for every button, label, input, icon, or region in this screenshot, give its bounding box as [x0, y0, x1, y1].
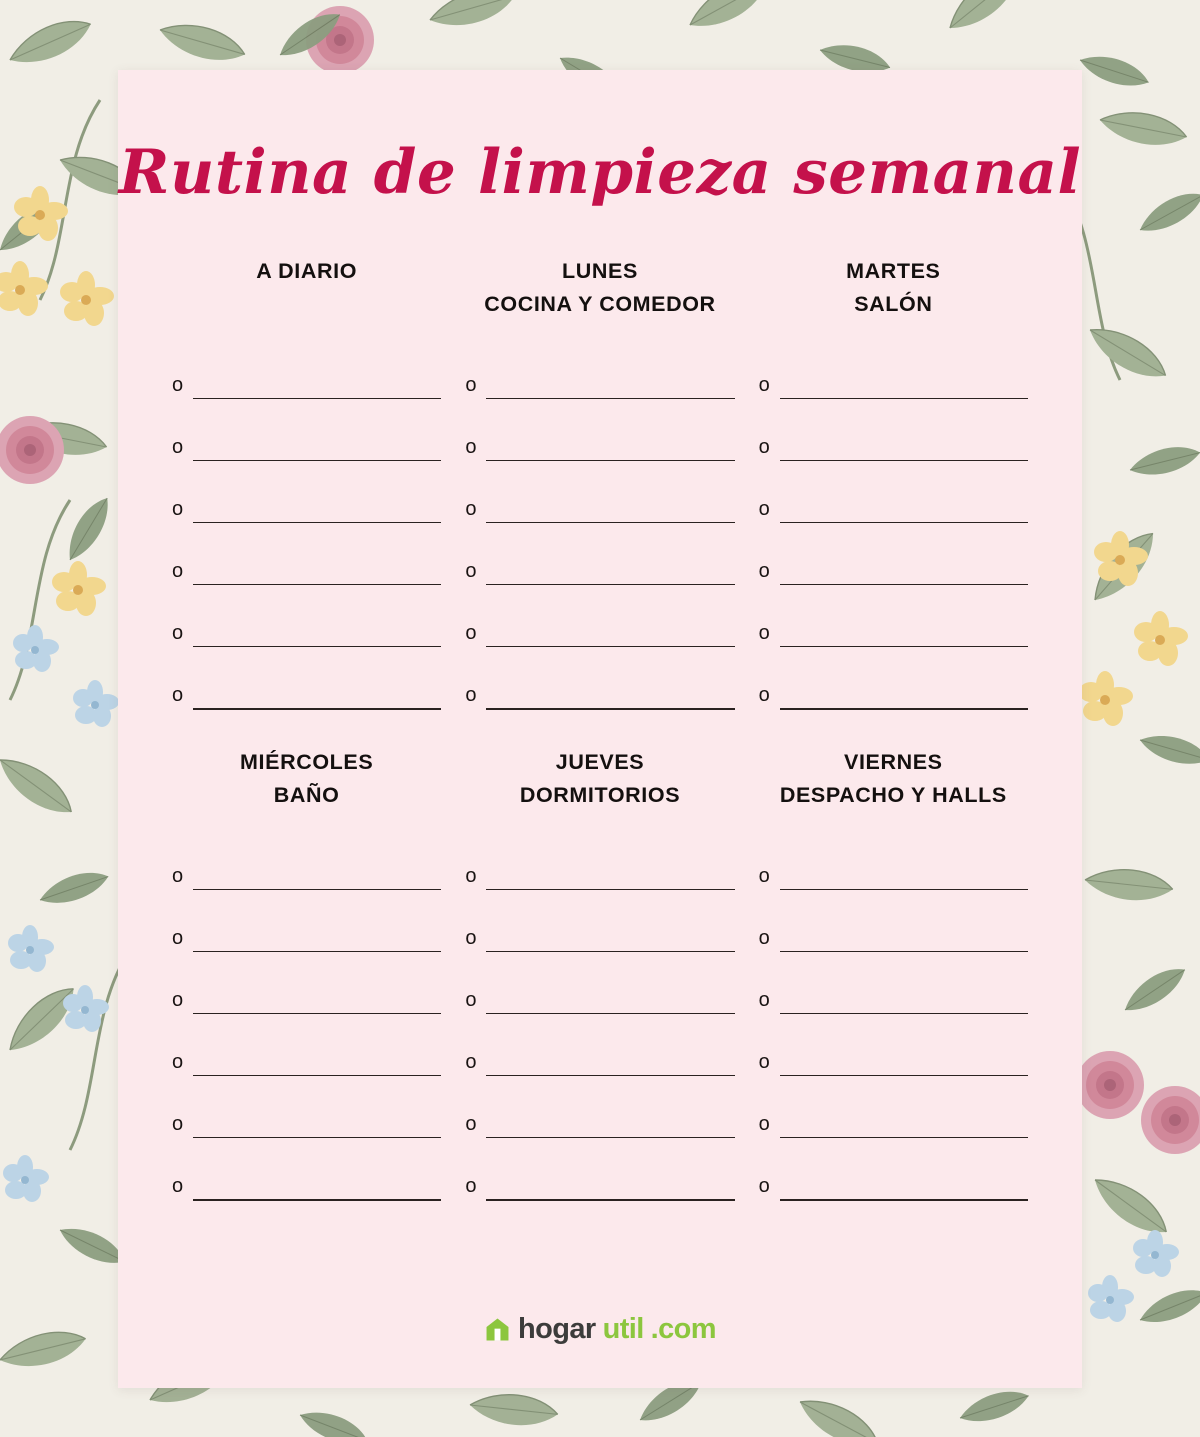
bullet-icon: o: [172, 436, 184, 458]
write-in-rule[interactable]: [486, 1199, 734, 1200]
write-in-lines: [759, 828, 1028, 1201]
checklist-grid-bottom: [118, 746, 1082, 1201]
bullet-icon: o: [758, 1051, 770, 1073]
checklist-column-viernes: [747, 746, 1040, 1201]
write-in-row[interactable]: [172, 890, 441, 952]
write-in-rule[interactable]: [486, 398, 734, 399]
write-in-rule[interactable]: [193, 1199, 441, 1200]
write-in-lines: [465, 828, 734, 1201]
bullet-icon: o: [172, 989, 184, 1011]
write-in-rule[interactable]: [486, 1137, 734, 1138]
write-in-rule[interactable]: [780, 1200, 1028, 1201]
write-in-rule[interactable]: [193, 709, 441, 710]
write-in-rule[interactable]: [486, 1075, 734, 1076]
checklist-grid-top: [118, 255, 1082, 710]
house-icon: [484, 1316, 511, 1343]
bullet-icon: o: [172, 1051, 184, 1073]
bullet-icon: o: [758, 1113, 770, 1135]
column-heading: [465, 255, 734, 323]
bullet-icon: o: [465, 560, 477, 582]
checklist-column-martes: [747, 255, 1040, 710]
write-in-row[interactable]: [465, 399, 734, 461]
write-in-lines: [172, 337, 441, 710]
bullet-icon: o: [465, 1175, 477, 1197]
column-heading-line2: DORMITORIOS: [519, 783, 681, 808]
write-in-rule[interactable]: [193, 708, 441, 709]
logo-text-util: util: [602, 1313, 644, 1345]
write-in-rule[interactable]: [780, 460, 1028, 461]
write-in-row[interactable]: [465, 585, 734, 647]
write-in-row[interactable]: [172, 337, 441, 399]
write-in-row[interactable]: [172, 1138, 441, 1200]
write-in-row[interactable]: [759, 828, 1028, 890]
write-in-row[interactable]: [172, 399, 441, 461]
bullet-icon: o: [465, 927, 477, 949]
write-in-row[interactable]: [172, 1014, 441, 1076]
write-in-rule[interactable]: [780, 709, 1028, 710]
column-heading: [172, 255, 441, 323]
bullet-icon: o: [758, 622, 770, 644]
write-in-rule[interactable]: [486, 889, 734, 890]
write-in-row[interactable]: [465, 1014, 734, 1076]
checklist-column-lunes: [453, 255, 746, 710]
bullet-icon: o: [758, 374, 770, 396]
bullet-icon: o: [465, 374, 477, 396]
write-in-row[interactable]: [465, 647, 734, 709]
bullet-icon: o: [758, 989, 770, 1011]
write-in-row[interactable]: [759, 399, 1028, 461]
write-in-rule[interactable]: [193, 1013, 441, 1014]
printable-sheet: [118, 70, 1082, 1388]
write-in-row[interactable]: [172, 461, 441, 523]
bullet-icon: o: [465, 1113, 477, 1135]
write-in-row[interactable]: [465, 952, 734, 1014]
write-in-lines: [759, 337, 1028, 710]
bullet-icon: o: [172, 1113, 184, 1135]
write-in-rule[interactable]: [193, 522, 441, 523]
write-in-row[interactable]: [759, 890, 1028, 952]
write-in-row[interactable]: [465, 461, 734, 523]
checklist-column-jueves: [453, 746, 746, 1201]
write-in-rule[interactable]: [193, 1200, 441, 1201]
write-in-row[interactable]: [465, 337, 734, 399]
bullet-icon: o: [465, 684, 477, 706]
bullet-icon: o: [172, 560, 184, 582]
write-in-row[interactable]: [759, 647, 1028, 709]
write-in-row[interactable]: [465, 890, 734, 952]
write-in-row[interactable]: [759, 461, 1028, 523]
write-in-row[interactable]: [759, 1014, 1028, 1076]
bullet-icon: o: [172, 865, 184, 887]
checklist-column-miercoles: [160, 746, 453, 1201]
write-in-rule[interactable]: [193, 460, 441, 461]
column-heading-line1: LUNES: [562, 259, 638, 283]
write-in-row[interactable]: [465, 1138, 734, 1200]
write-in-row[interactable]: [465, 1076, 734, 1138]
write-in-rule[interactable]: [193, 951, 441, 952]
write-in-row[interactable]: [172, 585, 441, 647]
write-in-row[interactable]: [172, 523, 441, 585]
write-in-row[interactable]: [759, 1076, 1028, 1138]
write-in-rule[interactable]: [780, 951, 1028, 952]
write-in-row[interactable]: [172, 1076, 441, 1138]
write-in-lines: [465, 337, 734, 710]
column-heading-line2: BAÑO: [273, 783, 340, 808]
bullet-icon: o: [465, 865, 477, 887]
bullet-icon: o: [172, 927, 184, 949]
bullet-icon: o: [758, 1175, 770, 1197]
logo-text-com: .com: [650, 1313, 716, 1345]
bullet-icon: o: [758, 498, 770, 520]
column-heading-line2: COCINA Y COMEDOR: [484, 292, 716, 317]
bullet-icon: o: [172, 374, 184, 396]
write-in-row[interactable]: [759, 1138, 1028, 1200]
bullet-icon: o: [172, 1175, 184, 1197]
write-in-rule[interactable]: [780, 1137, 1028, 1138]
write-in-rule[interactable]: [486, 646, 734, 647]
write-in-rule[interactable]: [780, 522, 1028, 523]
column-heading-line1: MARTES: [846, 259, 941, 283]
bullet-icon: o: [758, 865, 770, 887]
write-in-rule[interactable]: [193, 1137, 441, 1138]
column-heading: [759, 255, 1028, 323]
write-in-rule[interactable]: [486, 460, 734, 461]
column-heading: [172, 746, 441, 814]
bullet-icon: o: [172, 684, 184, 706]
write-in-rule[interactable]: [780, 708, 1028, 709]
write-in-rule[interactable]: [780, 1075, 1028, 1076]
bullet-icon: o: [465, 436, 477, 458]
write-in-rule[interactable]: [780, 1199, 1028, 1200]
column-heading: [465, 746, 734, 814]
column-heading-line1: JUEVES: [555, 750, 645, 774]
write-in-lines: [172, 828, 441, 1201]
write-in-rule[interactable]: [486, 1013, 734, 1014]
page-title: Rutina de limpieza semanal: [118, 137, 1082, 208]
write-in-rule[interactable]: [486, 951, 734, 952]
column-heading-line1: A DIARIO: [256, 259, 358, 283]
write-in-rule[interactable]: [486, 1200, 734, 1201]
write-in-row[interactable]: [759, 952, 1028, 1014]
write-in-rule[interactable]: [193, 584, 441, 585]
write-in-row[interactable]: [759, 585, 1028, 647]
write-in-row[interactable]: [172, 828, 441, 890]
bullet-icon: o: [465, 498, 477, 520]
write-in-row[interactable]: [465, 523, 734, 585]
write-in-rule[interactable]: [486, 522, 734, 523]
column-heading: [759, 746, 1028, 814]
write-in-rule[interactable]: [780, 398, 1028, 399]
bullet-icon: o: [465, 989, 477, 1011]
bullet-icon: o: [172, 498, 184, 520]
bullet-icon: o: [465, 1051, 477, 1073]
bullet-icon: o: [758, 684, 770, 706]
column-heading-line2: SALÓN: [854, 292, 933, 317]
write-in-row[interactable]: [759, 337, 1028, 399]
column-heading-line1: MIÉRCOLES: [240, 750, 374, 774]
write-in-rule[interactable]: [486, 584, 734, 585]
bullet-icon: o: [758, 436, 770, 458]
write-in-rule[interactable]: [780, 646, 1028, 647]
write-in-rule[interactable]: [780, 584, 1028, 585]
bullet-icon: o: [758, 927, 770, 949]
column-heading-line1: VIERNES: [844, 750, 943, 774]
write-in-row[interactable]: [759, 523, 1028, 585]
write-in-rule[interactable]: [193, 646, 441, 647]
write-in-rule[interactable]: [486, 709, 734, 710]
checklist-column-a-diario: [160, 255, 453, 710]
footer-logo[interactable]: [118, 1313, 1082, 1346]
write-in-rule[interactable]: [193, 1075, 441, 1076]
bullet-icon: o: [758, 560, 770, 582]
write-in-row[interactable]: [465, 828, 734, 890]
write-in-rule[interactable]: [193, 398, 441, 399]
column-heading-line2: DESPACHO Y HALLS: [779, 783, 1007, 808]
bullet-icon: o: [465, 622, 477, 644]
write-in-row[interactable]: [172, 952, 441, 1014]
write-in-row[interactable]: [172, 647, 441, 709]
write-in-rule[interactable]: [486, 708, 734, 709]
logo-text-hogar: hogar: [518, 1313, 596, 1345]
write-in-rule[interactable]: [193, 889, 441, 890]
write-in-rule[interactable]: [780, 1013, 1028, 1014]
bullet-icon: o: [172, 622, 184, 644]
write-in-rule[interactable]: [780, 889, 1028, 890]
